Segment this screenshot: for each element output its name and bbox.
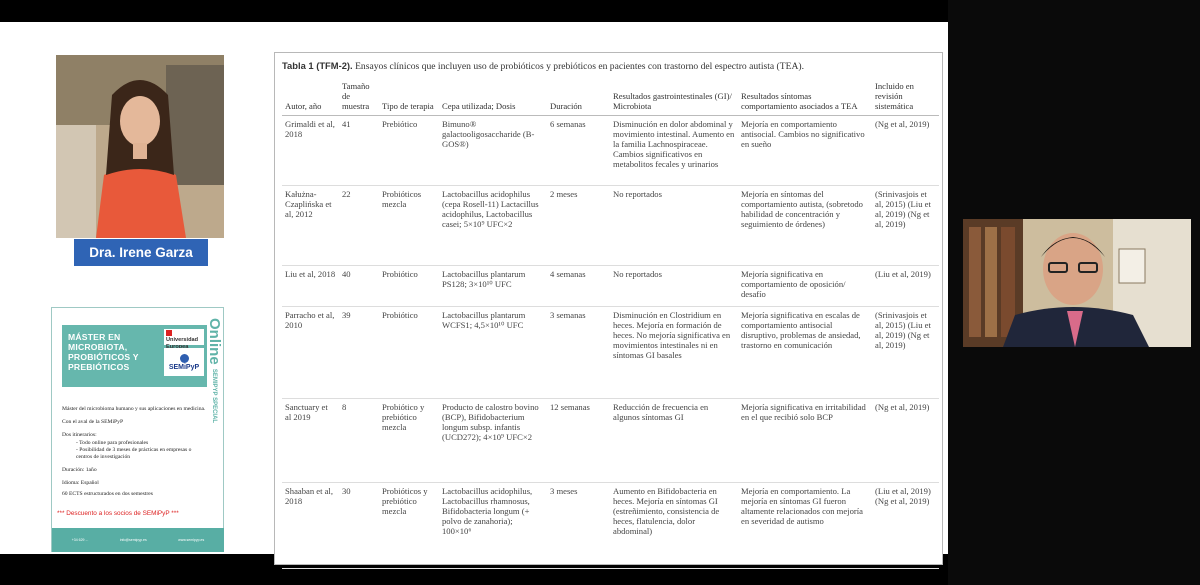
cell: Lactobacillus plantarum PS128; 3×10¹⁰ UFC (439, 265, 547, 306)
header-gi-results: Resultados gastrointestinales (GI)/ Microbiota (610, 75, 738, 115)
cell: Mejoría significativa en escalas de comportamiento antisocial disruptivo, problemas de ansiedad, trastorno en comunicación (738, 306, 872, 398)
cell: Shaaban et al, 2018 (282, 482, 339, 568)
semipyp-logo: SEMiPyP (164, 348, 204, 376)
header-behavior-results: Resultados síntomas comportamiento asociados a TEA (738, 75, 872, 115)
cell: Mejoría en síntomas del comportamiento autista, (sobretodo habilidad de concentración y seguimiento de órdenes) (738, 185, 872, 265)
ad-line: Idioma: Español (62, 480, 99, 487)
cell: Lactobacillus plantarum WCFS1; 4,5×10¹⁰ UFC (439, 306, 547, 398)
table-row (282, 398, 939, 482)
speaker-name-label: Dra. Irene Garza (74, 239, 208, 266)
header-author: Autor, año (282, 75, 339, 115)
cell: Mejoría en comportamiento. La mejoría en síntomas GI fueron altamente relacionados con mejoría en severidad de autismo (738, 482, 872, 568)
ad-discount: *** Descuento a los socios de SEMiPyP *** (57, 510, 179, 517)
table-row (282, 306, 939, 398)
cell: Mejoría significativa en irritabilidad en el que recibió solo BCP (738, 398, 872, 482)
cell: 30 (339, 482, 379, 568)
cell: 41 (339, 115, 379, 185)
cell: Probiótico y prebiótico mezcla (379, 398, 439, 482)
cell: Lactobacillus acidophilus (cepa Rosell-11) Lactacillus acidophilus, Lactobacillus casei; 5×10⁹ UFC×2 (439, 185, 547, 265)
table-row (282, 115, 939, 185)
ad-footer-phone: +34 629 ... (71, 538, 89, 542)
cell: No reportados (610, 265, 738, 306)
shared-slide (0, 22, 948, 554)
cell: 39 (339, 306, 379, 398)
cell: Disminución en Clostridium en heces. Mejoría en formación de heces. No mejoría significativa en movimientos intestinales ni en síntomas GI basales (610, 306, 738, 398)
cell: Probiótico (379, 265, 439, 306)
ad-line: 60 ECTS estructurados en dos semestres (62, 490, 153, 497)
cell: Probióticos mezcla (379, 185, 439, 265)
header-sample-size: Tamaño de muestra (339, 75, 379, 115)
cell: 40 (339, 265, 379, 306)
cell: Liu et al, 2018 (282, 265, 339, 306)
table-row (282, 185, 939, 265)
ad-line: Máster del microbioma humano y sus aplicaciones en medicina. (62, 406, 206, 412)
cell: (Ng et al, 2019) (872, 115, 939, 185)
semipyp-dot-icon (180, 354, 189, 363)
table-caption: Tabla 1 (TFM-2). Ensayos clínicos que incluyen uso de probióticos y prebióticos en pacientes con trastorno del espectro autista (TEA). (282, 60, 804, 72)
ad-footer-email: info@semipyp.es (119, 538, 147, 542)
ad-line: - Todo online para profesionales (76, 439, 149, 446)
ad-title: MÁSTER EN MICROBIOTA, PROBIÓTICOS Y PREBIÓTICOS (68, 332, 139, 372)
cell: 3 semanas (547, 306, 610, 398)
cell: (Srinivasjois et al, 2015) (Liu et al, 2019) (Ng et al, 2019) (872, 306, 939, 398)
cell: Sanctuary et al 2019 (282, 398, 339, 482)
ad-footer (52, 528, 224, 552)
table-row (282, 265, 939, 306)
cell: Probióticos y prebiótico mezcla (379, 482, 439, 568)
cell: 8 (339, 398, 379, 482)
clinical-trials-table (282, 75, 939, 569)
ad-line: Con el aval de la SEMiPyP (62, 419, 124, 426)
cell: No reportados (610, 185, 738, 265)
table-row (282, 482, 939, 568)
clinical-trials-table-card (274, 52, 943, 565)
participant-portrait (963, 219, 1191, 347)
cell: Probiótico (379, 306, 439, 398)
table-header-row (282, 75, 939, 115)
cell: 22 (339, 185, 379, 265)
cell: Kałużna-Czaplińska et al, 2012 (282, 185, 339, 265)
header-therapy-type: Tipo de terapia (379, 75, 439, 115)
cell: 4 semanas (547, 265, 610, 306)
cell: Producto de calostro bovino (BCP), Bifidobacterium longum subsp. infantis (UCD272); 4×10⁹ UFC×2 (439, 398, 547, 482)
university-logo: Universidad (164, 329, 204, 345)
cell: Mejoría significativa en comportamiento de oposición/ desafío (738, 265, 872, 306)
cell: Disminución en dolor abdominal y movimiento intestinal. Aumento en la familia Lachnospiraceae. Cambios significativos en metabolitos fecales y urinarios (610, 115, 738, 185)
ad-line: Duración: 1año (62, 467, 97, 474)
cell: 6 semanas (547, 115, 610, 185)
cell: 3 meses (547, 482, 610, 568)
ad-vertical-label: Online SEMIPYP SPECIAL (206, 318, 223, 424)
cell: 2 meses (547, 185, 610, 265)
cell: Mejoría en comportamiento antisocial. Cambios no significativo en sueño (738, 115, 872, 185)
ad-line: - Posibilidad de 3 meses de prácticas en empresas o centros de investigación (76, 446, 192, 461)
cell: Lactobacillus acidophilus, Lactobacillus rhamnosus, Bifidobacteria longum (+ polvo de zanahoria); 100×10⁶ (439, 482, 547, 568)
header-strain-dose: Cepa utilizada; Dosis (439, 75, 547, 115)
speaker-video-tile[interactable] (56, 55, 224, 238)
cell: (Liu et al, 2019) (872, 265, 939, 306)
university-mark-icon (166, 330, 172, 336)
cell: Parracho et al, 2010 (282, 306, 339, 398)
master-advertisement (51, 307, 224, 552)
speaker-portrait (56, 55, 224, 238)
ad-body (62, 406, 207, 504)
ad-footer-web: www.semipyp.es (178, 538, 205, 542)
cell: Grimaldi et al, 2018 (282, 115, 339, 185)
cell: Bimuno® galactooligosaccharide (B-GOS®) (439, 115, 547, 185)
cell: Reducción de frecuencia en algunos síntomas GI (610, 398, 738, 482)
participant-video-tile[interactable] (963, 219, 1191, 347)
cell: (Liu et al, 2019) (Ng et al, 2019) (872, 482, 939, 568)
cell: Prebiótico (379, 115, 439, 185)
cell: (Srinivasjois et al, 2015) (Liu et al, 2019) (Ng et al, 2019) (872, 185, 939, 265)
cell: Aumento en Bifidobacteria en heces. Mejoría en síntomas GI (estreñimiento, consistencia de heces, flatulencia, dolor abdominal) (610, 482, 738, 568)
ad-line: Dos itinerarios: (62, 432, 97, 439)
header-systematic-review: Incluido en revisión sistemática (872, 75, 939, 115)
header-duration: Duración (547, 75, 610, 115)
cell: 12 semanas (547, 398, 610, 482)
cell: (Ng et al, 2019) (872, 398, 939, 482)
